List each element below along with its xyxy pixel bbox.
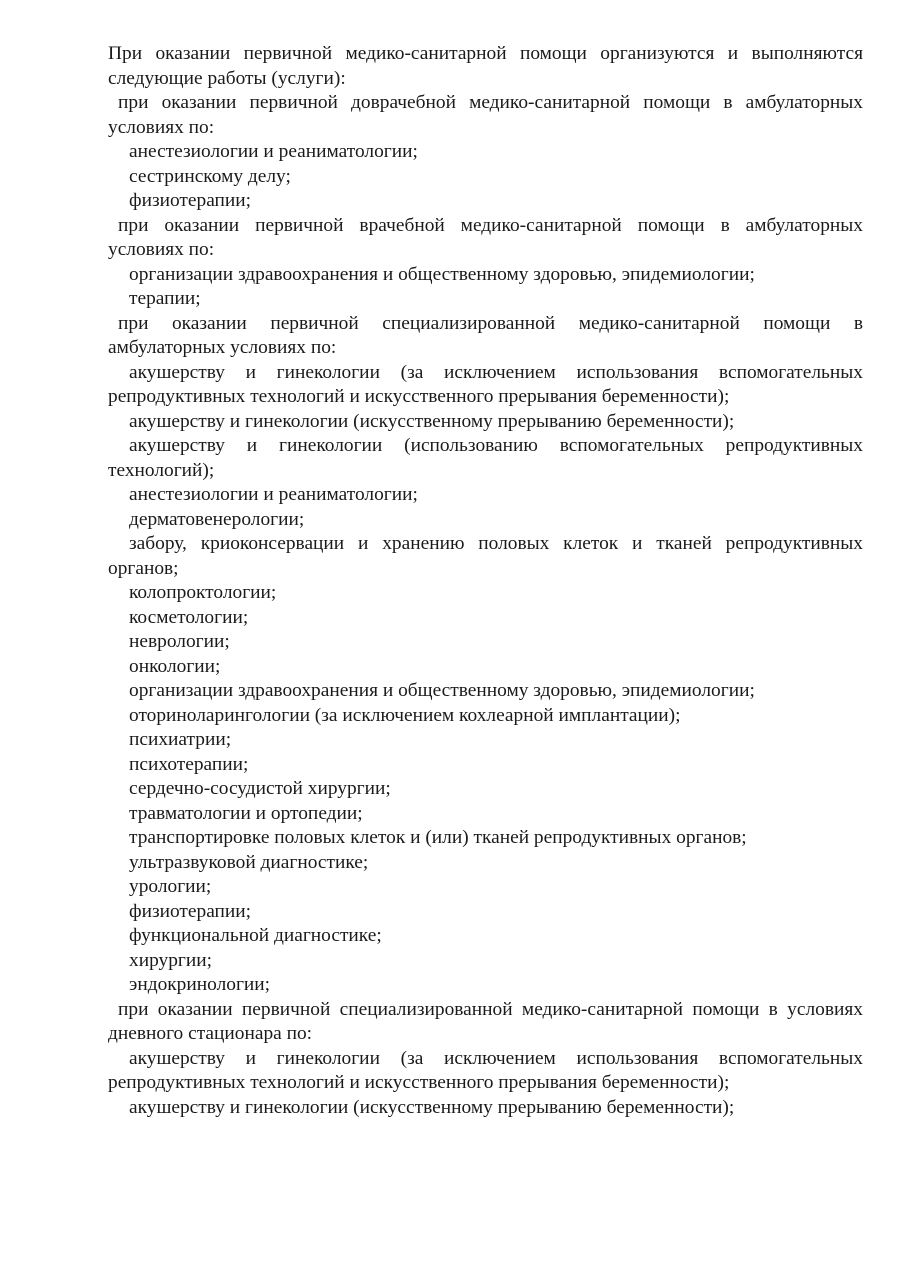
list-item: физиотерапии; (129, 900, 252, 922)
list-item: функциональной диагностике; (129, 925, 382, 946)
list-item: урологии; (129, 876, 212, 897)
list-item: сердечно-сосудистой хирургии; (129, 778, 391, 799)
list-item: косметологии; (129, 606, 249, 628)
list-item: эндокринологии; (129, 974, 271, 995)
document-page (108, 42, 863, 1120)
list-item: забору, криоконсервации и хранению половых клеток и тканей репродуктивных органов; (108, 533, 863, 579)
list-item: анестезиологии и реаниматологии; (129, 141, 418, 162)
section-heading: при оказании первичной доврачебной медико-санитарной помощи в амбулаторных условиях по: (108, 92, 863, 138)
list-item: неврологии; (129, 631, 230, 652)
list-item: психотерапии; (129, 753, 249, 775)
list-item: акушерству и гинекологии (искусственному прерыванию беременности); (129, 410, 735, 432)
list-item: организации здравоохранения и общественному здоровью, эпидемиологии; (129, 263, 755, 285)
list-item: акушерству и гинекологии (за исключением использования вспомогательных репродуктивных технологий и искусственного прерывания беременности); (108, 1047, 863, 1093)
list-item: транспортировке половых клеток и (или) тканей репродуктивных органов; (129, 827, 747, 848)
list-item: колопроктологии; (129, 582, 277, 603)
list-item: ультразвуковой диагностике; (129, 851, 369, 873)
list-item: терапии; (129, 288, 201, 309)
list-item: акушерству и гинекологии (искусственному прерыванию беременности); (129, 1096, 735, 1118)
intro-paragraph: При оказании первичной медико-санитарной помощи организуются и выполняются следующие работы (услуги): (108, 43, 863, 89)
list-item: физиотерапии; (129, 190, 252, 211)
list-item: травматологии и ортопедии; (129, 802, 363, 824)
section-heading: при оказании первичной специализированной медико-санитарной помощи в амбулаторных условиях по: (108, 312, 863, 358)
list-item: дерматовенерологии; (129, 508, 305, 530)
section-heading: при оказании первичной специализированной медико-санитарной помощи в условиях дневного стационара по: (108, 998, 863, 1044)
list-item: организации здравоохранения и общественному здоровью, эпидемиологии; (129, 680, 755, 701)
list-item: хирургии; (129, 949, 212, 971)
list-item: психиатрии; (129, 729, 232, 750)
list-item: сестринскому делу; (129, 165, 291, 187)
list-item: онкологии; (129, 655, 221, 677)
list-item: оториноларингологии (за исключением кохлеарной имплантации); (129, 704, 681, 726)
section-heading: при оказании первичной врачебной медико-санитарной помощи в амбулаторных условиях по: (108, 214, 863, 260)
list-item: акушерству и гинекологии (за исключением использования вспомогательных репродуктивных технологий и искусственного прерывания беременности); (108, 361, 863, 407)
list-item: акушерству и гинекологии (использованию вспомогательных репродуктивных технологий); (108, 435, 863, 481)
list-item: анестезиологии и реаниматологии; (129, 484, 418, 505)
